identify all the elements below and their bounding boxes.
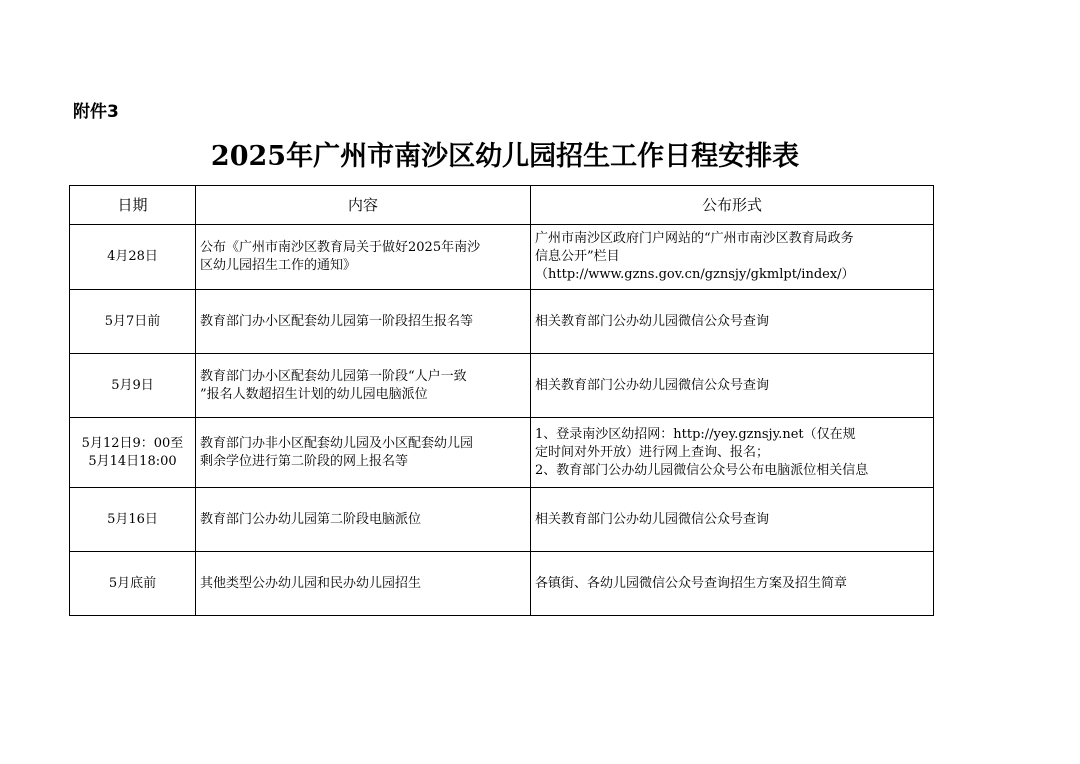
cell-publish-form bbox=[531, 290, 934, 354]
cell-text: 区幼儿园招生工作的通知》 bbox=[200, 258, 357, 273]
cell-text: 相关教育部门公办幼儿园微信公众号查询 bbox=[535, 313, 770, 329]
cell-text: 5月7日前 bbox=[104, 313, 161, 329]
cell-text: 教育部门公办幼儿园第二阶段电脑派位 bbox=[200, 511, 422, 527]
cell-text: （http://www.gzns.gov.cn/gznsjy/gkmlpt/index/） bbox=[535, 267, 855, 282]
cell-text: 相关教育部门公办幼儿园微信公众号查询 bbox=[535, 377, 770, 393]
cell-text: 信息公开”栏目 bbox=[535, 249, 620, 264]
cell-date bbox=[70, 290, 196, 354]
cell-text: 剩余学位进行第二阶段的网上报名等 bbox=[200, 453, 409, 469]
table-row bbox=[70, 552, 934, 616]
cell-publish-form bbox=[531, 354, 934, 418]
cell-text: 5月12日9：00至 bbox=[81, 435, 184, 451]
table-row bbox=[70, 418, 934, 488]
cell-date bbox=[70, 354, 196, 418]
table-row bbox=[70, 225, 934, 290]
cell-text: 教育部门办小区配套幼儿园第一阶段招生报名等 bbox=[200, 313, 474, 329]
cell-content bbox=[196, 225, 531, 290]
cell-content bbox=[196, 488, 531, 552]
cell-text: 教育部门办小区配套幼儿园第一阶段“人户一致 bbox=[200, 368, 467, 384]
cell-date bbox=[70, 488, 196, 552]
header-date: 日期 bbox=[70, 186, 196, 225]
table-row bbox=[70, 290, 934, 354]
cell-text: 教育部门办非小区配套幼儿园及小区配套幼儿园 bbox=[200, 435, 474, 451]
cell-publish-form bbox=[531, 488, 934, 552]
cell-date bbox=[70, 225, 196, 290]
cell-content bbox=[196, 418, 531, 488]
cell-text: 相关教育部门公办幼儿园微信公众号查询 bbox=[535, 511, 770, 527]
cell-text: 4月28日 bbox=[107, 249, 158, 264]
cell-content bbox=[196, 290, 531, 354]
cell-text: ”报名人数超招生计划的幼儿园电脑派位 bbox=[200, 386, 428, 402]
cell-text: 5月底前 bbox=[108, 575, 157, 591]
cell-text: 5月14日18:00 bbox=[88, 453, 177, 469]
header-publish-form: 公布形式 bbox=[531, 186, 934, 225]
cell-publish-form bbox=[531, 552, 934, 616]
table-row bbox=[70, 488, 934, 552]
cell-content bbox=[196, 354, 531, 418]
document-title: 2025年广州市南沙区幼儿园招生工作日程安排表 bbox=[210, 141, 800, 172]
header-content: 内容 bbox=[196, 186, 531, 225]
cell-text: 各镇街、各幼儿园微信公众号查询招生方案及招生简章 bbox=[535, 575, 848, 591]
cell-text: 1、登录南沙区幼招网：http://yey.gznsjy.net（仅在规 bbox=[535, 426, 856, 442]
cell-text: 其他类型公办幼儿园和民办幼儿园招生 bbox=[200, 575, 422, 591]
cell-text: 定时间对外开放）进行网上查询、报名； bbox=[535, 444, 770, 460]
cell-text: 2、教育部门公办幼儿园微信公众号公布电脑派位相关信息 bbox=[535, 462, 869, 478]
table-row bbox=[70, 354, 934, 418]
cell-date bbox=[70, 418, 196, 488]
schedule-table bbox=[69, 185, 934, 616]
cell-content bbox=[196, 552, 531, 616]
cell-publish-form bbox=[531, 225, 934, 290]
cell-text: 5月9日 bbox=[111, 377, 154, 393]
table-header-row bbox=[70, 186, 934, 225]
attachment-label: 附件3 bbox=[73, 102, 119, 122]
cell-text: 5月16日 bbox=[107, 511, 158, 527]
cell-text: 广州市南沙区政府门户网站的“广州市南沙区教育局政务 bbox=[535, 231, 854, 246]
cell-text: 公布《广州市南沙区教育局关于做好2025年南沙 bbox=[200, 240, 481, 255]
cell-date bbox=[70, 552, 196, 616]
cell-publish-form bbox=[531, 418, 934, 488]
